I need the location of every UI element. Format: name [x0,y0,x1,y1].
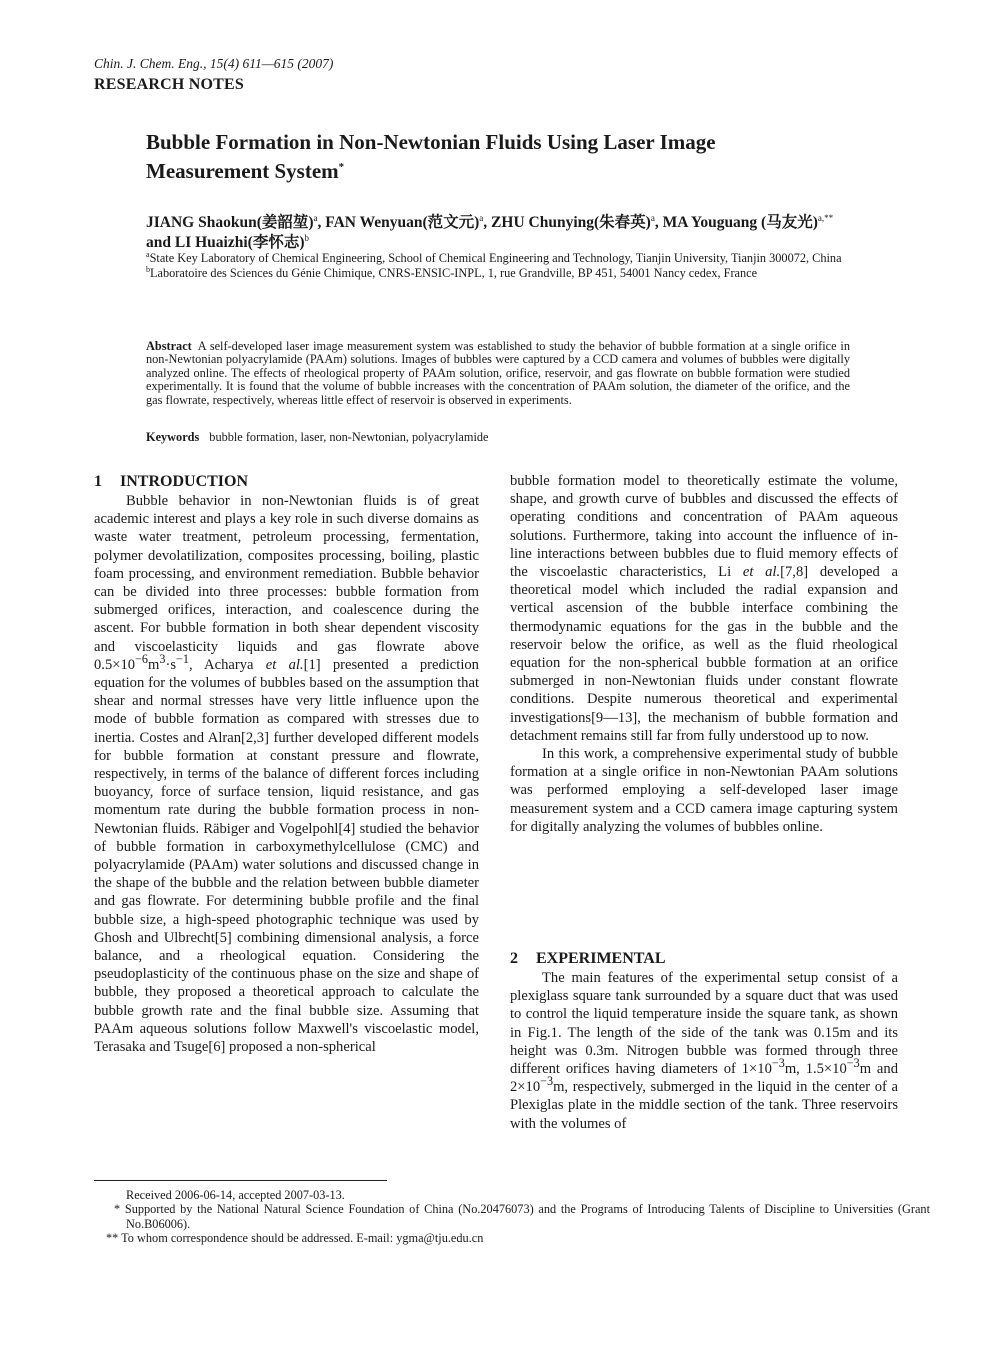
experimental-paragraph-1 [510,969,898,1133]
footnote-received: Received 2006-06-14, accepted 2007-03-13. [126,1188,345,1202]
title-footnote-mark: * [338,161,345,173]
footnote-support-text: Supported by the National Natural Science Foundation of China (No.20476073) and the Programs of Introducing Talents of Discipline to Universities (Grant No.B06006). [124,1202,931,1231]
affiliation-a-text: State Key Laboratory of Chemical Engineering, School of Chemical Engineering and Technology, Tianjin University, Tianjin 300072, China [149,251,842,265]
author-4-affil: a,** [817,212,834,223]
intro-sup-3: −1 [176,651,189,666]
author-list: JIANG Shaokun(姜韶堃)$^a$, FAN Wenyuan(范文元)$^a$, ZHU Chunying(朱春英)$^a$, MA Youguang (马友光)$^{a,**}$ and LI Huaizhi(李怀志)$^b$ [146,212,834,251]
footnote-support-mark: * [114,1202,121,1216]
exp-text-a: The main features of the experimental setup consist of a plexiglass square tank surrounded by a square duct that was used to control the liquid temperature inside the square tank, as shown in Fig.1. The length of the side of the tank was 0.15m and its height was 0.3m. Nitrogen bubble was formed through three different orifices having diameters of 1×10 [510,970,898,1078]
author-3-affil: a [650,212,655,223]
journal-citation: Chin. J. Chem. Eng., 15(4) 611—615 (2007) [94,56,334,71]
author-4: MA Youguang (马友光) [662,214,818,231]
affiliation-b-text: Laboratoire des Sciences du Génie Chimique, CNRS-ENSIC-INPL, 1, rue Grandville, BP 451, 54001 Nancy cedex, France [150,265,758,280]
section-2-heading [510,949,898,969]
exp-sup-3: −3 [540,1074,554,1089]
abstract-label: Abstract [146,339,192,353]
section-tag: RESEARCH NOTES [94,76,244,93]
intro-text-a: Bubble behavior in non-Newtonian fluids is of great academic interest and plays a key role in such diverse domains as waste water treatment, petroleum processing, fermentation, polymer devolatilization, composites processing, boiling, plastic foam processing, and environment remediation. Bubble behavior can be divided into three processes: bubble formation from submerged orifices, interaction, and coalescence during the ascent. For bubble formation in both shear dependent viscosity and viscoelasticity liquids and gas flowrate above 0.5×10 [94,493,479,673]
author-2-affil: a [479,212,484,223]
footnote-corr-mark: ** [106,1231,119,1245]
column-right [510,472,898,836]
keywords-text: bubble formation, laser, non-Newtonian, polyacrylamide [209,430,489,444]
exp-sup-1: −3 [771,1056,785,1071]
author-and: and [146,234,171,251]
footnote-rule [94,1180,387,1181]
section-2 [510,949,898,1133]
exp-sup-2: −3 [846,1056,860,1071]
affiliation-b-mark: b [146,264,150,274]
intro-text-f: [7,8] developed a theoretical model which included the radial expansion and vertical ascension of the bubble interface combining the thermodynamic equations for the gas in the bubble and the reservoir below the orifice, as well as the fluid rheological equation for the non-spherical bubble formation at an orifice submerged in non-Newtonian fluids under constant flowrate conditions. Despite numerous theoretical and experimental investigations[9—13], the mechanism of bubble formation and detachment remains still far from fully understood up to now. [510,564,898,744]
author-1: JIANG Shaokun(姜韶堃) [146,214,314,231]
intro-text-b: m [148,656,160,673]
section-1-title: INTRODUCTION [120,473,249,490]
abstract [146,340,850,407]
affiliations [146,251,850,280]
title-line-1: Bubble Formation in Non-Newtonian Fluids Using Laser Image [146,130,716,154]
intro-paragraph-1-part-a [94,492,479,1056]
footnote-correspondence [94,1231,930,1246]
intro-text-e-right: bubble formation model to theoretically estimate the volume, shape, and growth curve of bubbles and discussed the effects of operating conditions and concentration of PAAm aqueous solutions. Furthermore, taking into account the influence of in-line interactions between bubbles due to fluid memory effects of the viscoelastic characteristics, Li [510,473,898,581]
author-1-affil: a [313,212,318,223]
affiliation-a-mark: a [146,249,150,259]
column-left [94,472,479,1056]
affiliation-a [146,251,850,266]
exp-text-b: m, 1.5×10 [784,1061,847,1078]
author-2: FAN Wenyuan(范文元) [325,214,480,231]
keywords-label: Keywords [146,430,200,444]
intro-etal-2: et al. [742,564,781,581]
title-line-2: Measurement System [146,159,339,183]
intro-text-e-left: [1] presented a prediction equation for the volumes of bubbles based on the assumption that shear and normal stresses have very little influence upon the mode of bubble formation as compared with stresses due to inertia. Costes and Alran[2,3] further developed different models for bubble formation at constant pressure and flowrate, respectively, in terms of the balance of different forces including buoyancy, force of surface tension, liquid resistance, and gas momentum rate during the bubble formation process in non-Newtonian fluids. Räbiger and Vogelpohl[4] studied the behavior of bubble formation in carboxymethylcellulose (CMC) and polyacrylamide (PAAm) water solutions and discussed change in the shape of the bubble and the relation between bubble diameter and gas flowrate. For determining bubble profile and the final bubble size, a high-speed photographic technique was used by Ghosh and Ulbrecht[5] combining dimensional analysis, a force balance, and a rheological equation. Considering the pseudoplasticity of the continuous phase on the size and shape of bubble, they proposed a theoretical approach to calculate the bubble growth rate and the final bubble size. Assuming that PAAm aqueous solutions follow Maxwell's viscoelastic model, Terasaka and Tsuge[6] proposed a non-spherical [94,656,479,1056]
author-5: LI Huaizhi(李怀志) [174,234,305,251]
section-1-heading [94,472,479,492]
author-3: ZHU Chunying(朱春英) [491,214,651,231]
intro-text-d: , Acharya [188,656,266,673]
footnote-corr-text: To whom correspondence should be addressed. E-mail: ygma@tju.edu.cn [121,1231,484,1245]
author-5-affil: b [304,232,309,243]
exp-text-c: m and 2×10 [510,1061,899,1096]
section-1-number: 1 [94,473,102,490]
footnote-support [94,1202,930,1231]
intro-text-c: ·s [165,656,176,673]
section-2-title: EXPERIMENTAL [536,950,666,967]
intro-sup-2: 3 [159,651,166,666]
intro-etal-1: et al. [265,656,304,673]
keywords [146,430,850,445]
intro-sup-1: −6 [135,651,149,666]
affiliation-b [146,266,850,281]
exp-text-d: m, respectively, submerged in the liquid in the center of a Plexiglas plate in the middle section of the tank. Three reservoirs with the volumes of [510,1079,898,1132]
intro-paragraph-2: In this work, a comprehensive experimental study of bubble formation at a single orifice in non-Newtonian PAAm solutions was performed employing a self-developed laser image measurement system and a CCD camera image capturing system for digitally analyzing the volumes of bubbles online. [510,746,898,835]
abstract-text: A self-developed laser image measurement system was established to study the behavior of bubble formation at a single orifice in non-Newtonian polyacrylamide (PAAm) solutions. Images of bubbles were captured by a CCD camera and volumes of bubbles were digitally analyzed online. The effects of rheological property of PAAm solution, orifice, reservoir, and gas flowrate on bubble formation were studied experimentally. It is found that the volume of bubble increases with the concentration of PAAm solution, the diameter of the orifice, and the gas flowrate, respectively, whereas little effect of reservoir is observed in experiments. [146,339,850,407]
paper-title [146,128,866,186]
section-2-number: 2 [510,950,518,967]
intro-paragraph-1-part-b [510,472,898,745]
